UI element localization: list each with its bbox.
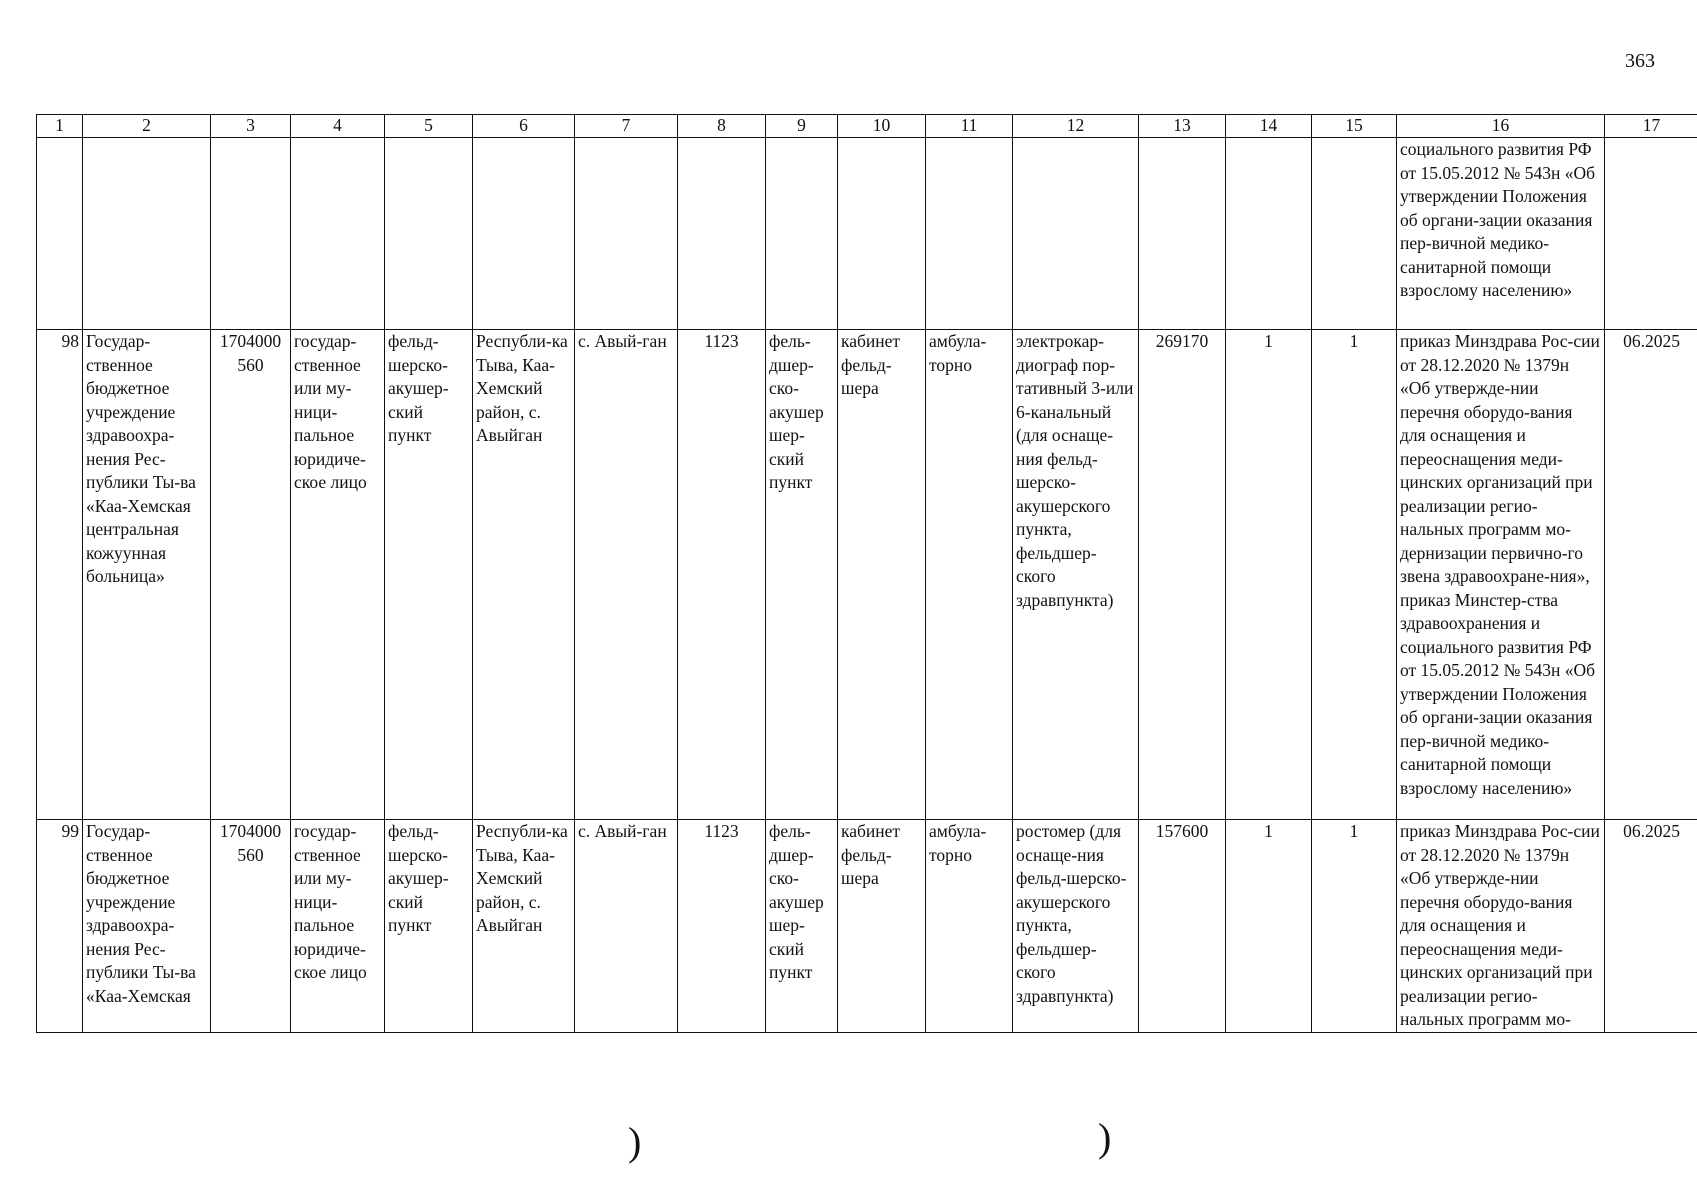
facility-type-cell: фельд-шерско-акушер-ский пункт [385, 820, 473, 1033]
legal-basis-cell: социального развития РФ от 15.05.2012 № 543н «Об утверждении Положения об органи-зации оказания пер-вичной медико-санитарной помощи взрослому населению» [1397, 138, 1605, 330]
table-cell [1605, 138, 1697, 330]
row-number: 98 [37, 330, 83, 820]
quantity-cell: 1 [1312, 820, 1397, 1033]
table-cell [83, 138, 211, 330]
column-header: 11 [926, 115, 1013, 138]
equipment-cell: электрокар-диограф пор-тативный 3-или 6-канальный (для оснаще-ния фельд-шерско-акушерского пункта, фельдшер-ского здравпункта) [1013, 330, 1139, 820]
column-header: 14 [1226, 115, 1312, 138]
table-row [37, 330, 1697, 820]
care-type-cell: амбула-торно [926, 330, 1013, 820]
column-header: 6 [473, 115, 575, 138]
column-header: 5 [385, 115, 473, 138]
care-type-cell: амбула-торно [926, 820, 1013, 1033]
table-cell [211, 138, 291, 330]
table-cell [926, 138, 1013, 330]
equipment-table [36, 114, 1697, 1033]
column-header: 15 [1312, 115, 1397, 138]
legal-form-cell: государ-ственное или му-ници-пальное юридиче-ское лицо [291, 820, 385, 1033]
table-cell [1226, 138, 1312, 330]
table-cell [1312, 138, 1397, 330]
legal-form-cell: государ-ственное или му-ници-пальное юридиче-ское лицо [291, 330, 385, 820]
table-cell [473, 138, 575, 330]
address-cell: Республи-ка Тыва, Каа-Хемский район, с. Авыйган [473, 820, 575, 1033]
quantity-cell: 1 [1312, 330, 1397, 820]
column-header: 2 [83, 115, 211, 138]
quantity-cell: 1 [1226, 820, 1312, 1033]
organization-cell: Государ-ственное бюджетное учреждение здравоохра-нения Рес-публики Ты-ва «Каа-Хемская [83, 820, 211, 1033]
row-number: 99 [37, 820, 83, 1033]
room-cell: кабинет фельд-шера [838, 820, 926, 1033]
organization-cell: Государ-ственное бюджетное учреждение здравоохра-нения Рес-публики Ты-ва «Каа-Хемская центральная кожуунная больница» [83, 330, 211, 820]
table-cell [838, 138, 926, 330]
continuation-row [37, 138, 1697, 330]
page-number: 363 [1625, 50, 1655, 72]
code-cell: 1704000 560 [211, 820, 291, 1033]
column-header: 13 [1139, 115, 1226, 138]
table-cell [385, 138, 473, 330]
col8-cell: 1123 [678, 820, 766, 1033]
date-cell: 06.2025 [1605, 330, 1697, 820]
unit-cell: фель-дшер-ско-акушер шер-ский пункт [766, 820, 838, 1033]
legal-basis-cell: приказ Минздрава Рос-сии от 28.12.2020 № 1379н «Об утвержде-нии перечня оборудо-вания для оснащения и переоснащения меди-цинских организаций при реализации регио-нальных программ мо-дернизации первично-го звена здравоохране-ния», приказ Минстер-ства здравоохранения и социального развития РФ от 15.05.2012 № 543н «Об утверждении Положения об органи-зации оказания пер-вичной медико-санитарной помощи взрослому населению» [1397, 330, 1605, 820]
column-header: 8 [678, 115, 766, 138]
address-cell: Республи-ка Тыва, Каа-Хемский район, с. Авыйган [473, 330, 575, 820]
table-cell [766, 138, 838, 330]
column-header: 12 [1013, 115, 1139, 138]
price-cell: 269170 [1139, 330, 1226, 820]
table-cell [1013, 138, 1139, 330]
table-cell [678, 138, 766, 330]
equipment-cell: ростомер (для оснаще-ния фельд-шерско-акушерского пункта, фельдшер-ского здравпункта) [1013, 820, 1139, 1033]
column-header: 10 [838, 115, 926, 138]
column-header: 4 [291, 115, 385, 138]
settlement-cell: с. Авый-ган [575, 820, 678, 1033]
column-header: 7 [575, 115, 678, 138]
unit-cell: фель-дшер-ско-акушер шер-ский пункт [766, 330, 838, 820]
room-cell: кабинет фельд-шера [838, 330, 926, 820]
table-cell [575, 138, 678, 330]
column-header: 3 [211, 115, 291, 138]
table-cell [37, 138, 83, 330]
col8-cell: 1123 [678, 330, 766, 820]
column-header: 9 [766, 115, 838, 138]
settlement-cell: с. Авый-ган [575, 330, 678, 820]
header-row [37, 115, 1697, 138]
code-cell: 1704000 560 [211, 330, 291, 820]
table-row [37, 820, 1697, 1033]
legal-basis-cell: приказ Минздрава Рос-сии от 28.12.2020 № 1379н «Об утвержде-нии перечня оборудо-вания для оснащения и переоснащения меди-цинских организаций при реализации регио-нальных программ мо- [1397, 820, 1605, 1033]
handwritten-mark: ) [628, 1119, 642, 1164]
column-header: 16 [1397, 115, 1605, 138]
quantity-cell: 1 [1226, 330, 1312, 820]
handwritten-mark: ) [1098, 1115, 1112, 1160]
table-cell [1139, 138, 1226, 330]
column-header: 1 [37, 115, 83, 138]
facility-type-cell: фельд-шерско-акушер-ский пункт [385, 330, 473, 820]
price-cell: 157600 [1139, 820, 1226, 1033]
column-header: 17 [1605, 115, 1697, 138]
table-cell [291, 138, 385, 330]
date-cell: 06.2025 [1605, 820, 1697, 1033]
